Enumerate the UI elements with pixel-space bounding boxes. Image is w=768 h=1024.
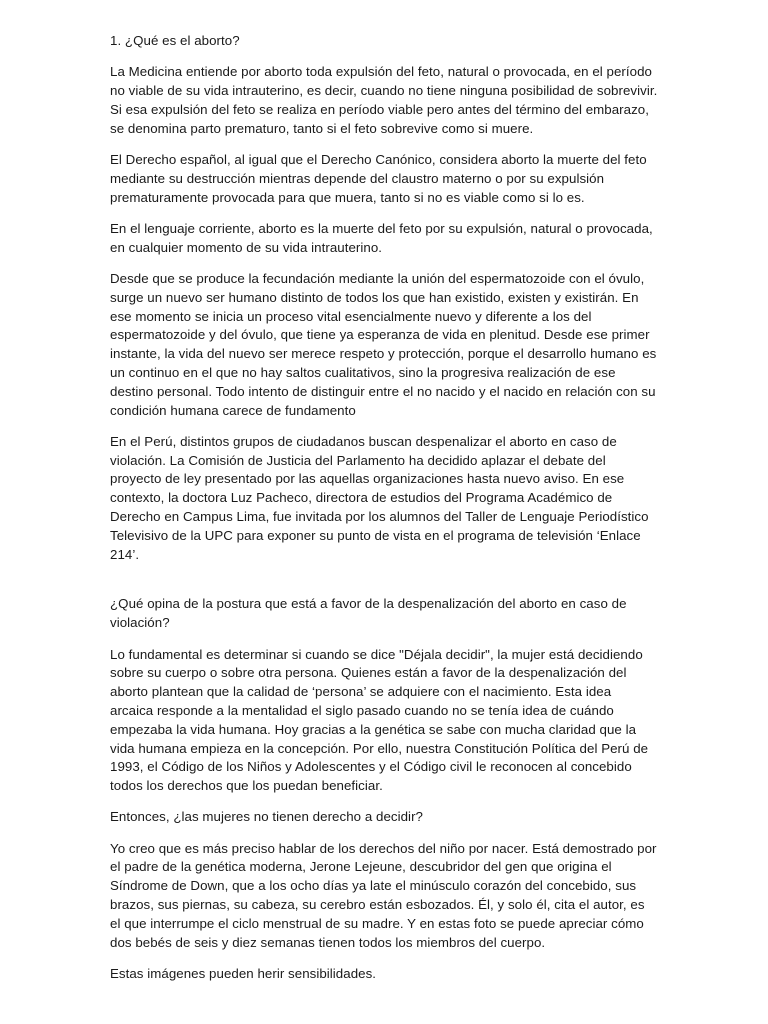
interview-answer-1: Lo fundamental es determinar si cuando se dice "Déjala decidir", la mujer está decidiendo sobre su cuerpo o sobre otra persona. Quienes están a favor de la despenalización del aborto plantean que la calidad de ‘persona’ se adquiere con el nacimiento. Esta idea arcaica responde a la mentalidad el siglo pasado cuando no se tenía idea de cuándo empezaba la vida humana. Hoy gracias a la genética se sabe con mucha claridad que la vida humana empieza en la concepción. Por ello, nuestra Constitución Política del Perú de 1993, el Código de los Niños y Adolescentes y el Código civil le reconocen al concebido todos los derechos que los puedan beneficiar. [110, 646, 649, 794]
interview-question-1: ¿Qué opina de la postura que está a favor de la despenalización del aborto en caso de violación? [110, 596, 627, 631]
document-page [110, 32, 658, 996]
paragraph-common-language: En el lenguaje corriente, aborto es la muerte del feto por su expulsión, natural o provocada, en cualquier momento de su vida intrauterino. [110, 220, 653, 255]
paragraph-peru-context: En el Perú, distintos grupos de ciudadanos buscan despenalizar el aborto en caso de violación. La Comisión de Justicia del Parlamento ha decidido aplazar el debate del proyecto de ley presentado por las aquellas organizaciones hasta nuevo aviso. En ese contexto, la doctora Luz Pacheco, directora de estudios del Programa Académico de Derecho en Campus Lima, fue invitada por los alumnos del Taller de Lenguaje Periodístico Televisivo de la UPC para exponer su punto de vista en el programa de televisión ‘Enlace 214’. [110, 433, 649, 562]
interview-answer-2: Yo creo que es más preciso hablar de los derechos del niño por nacer. Está demostrado por el padre de la genética moderna, Jerone Lejeune, descubridor del gen que origina el Síndrome de Down, que a los ocho días ya late el minúsculo corazón del concebido, sus brazos, sus piernas, su cabeza, su cerebro están esbozados. Él, y solo él, cita el autor, es el que interrumpe el ciclo menstrual de su madre. Y en estas foto se puede apreciar cómo dos bebés de seis y diez semanas tienen todos los miembros del cuerpo. [110, 840, 657, 950]
closing-note: Estas imágenes pueden herir sensibilidades. [110, 965, 377, 981]
paragraph-spanish-law: El Derecho español, al igual que el Derecho Canónico, considera aborto la muerte del feto mediante su destrucción mientras depende del claustro materno o por su expulsión prematuramente provocada para que muera, tanto si no es viable como si lo es. [110, 151, 647, 205]
interview-question-2: Entonces, ¿las mujeres no tienen derecho a decidir? [110, 809, 423, 825]
paragraph-fecundation: Desde que se produce la fecundación mediante la unión del espermatozoide con el óvulo, surge un nuevo ser humano distinto de todos los que han existido, existen y existirán. En ese momento se inicia un proceso vital esencialmente nuevo y diferente a los del espermatozoide y del óvulo, que tiene ya esperanza de vida en plenitud. Desde ese primer instante, la vida del nuevo ser merece respeto y protección, porque el desarrollo humano es un continuo en el que no hay saltos cualitativos, sino la progresiva realización de ese destino personal. Todo intento de distinguir entre el no nacido y el nacido en relación con su condición humana carece de fundamento [110, 270, 657, 418]
section-heading: 1. ¿Qué es el aborto? [110, 33, 240, 48]
paragraph-medicine-definition: La Medicina entiende por aborto toda expulsión del feto, natural o provocada, en el período no viable de su vida intrauterino, es decir, cuando no tiene ninguna posibilidad de sobrevivir. Si esa expulsión del feto se realiza en período viable pero antes del término del embarazo, se denomina parto prematuro, tanto si el feto sobrevive como si muere. [110, 64, 658, 136]
